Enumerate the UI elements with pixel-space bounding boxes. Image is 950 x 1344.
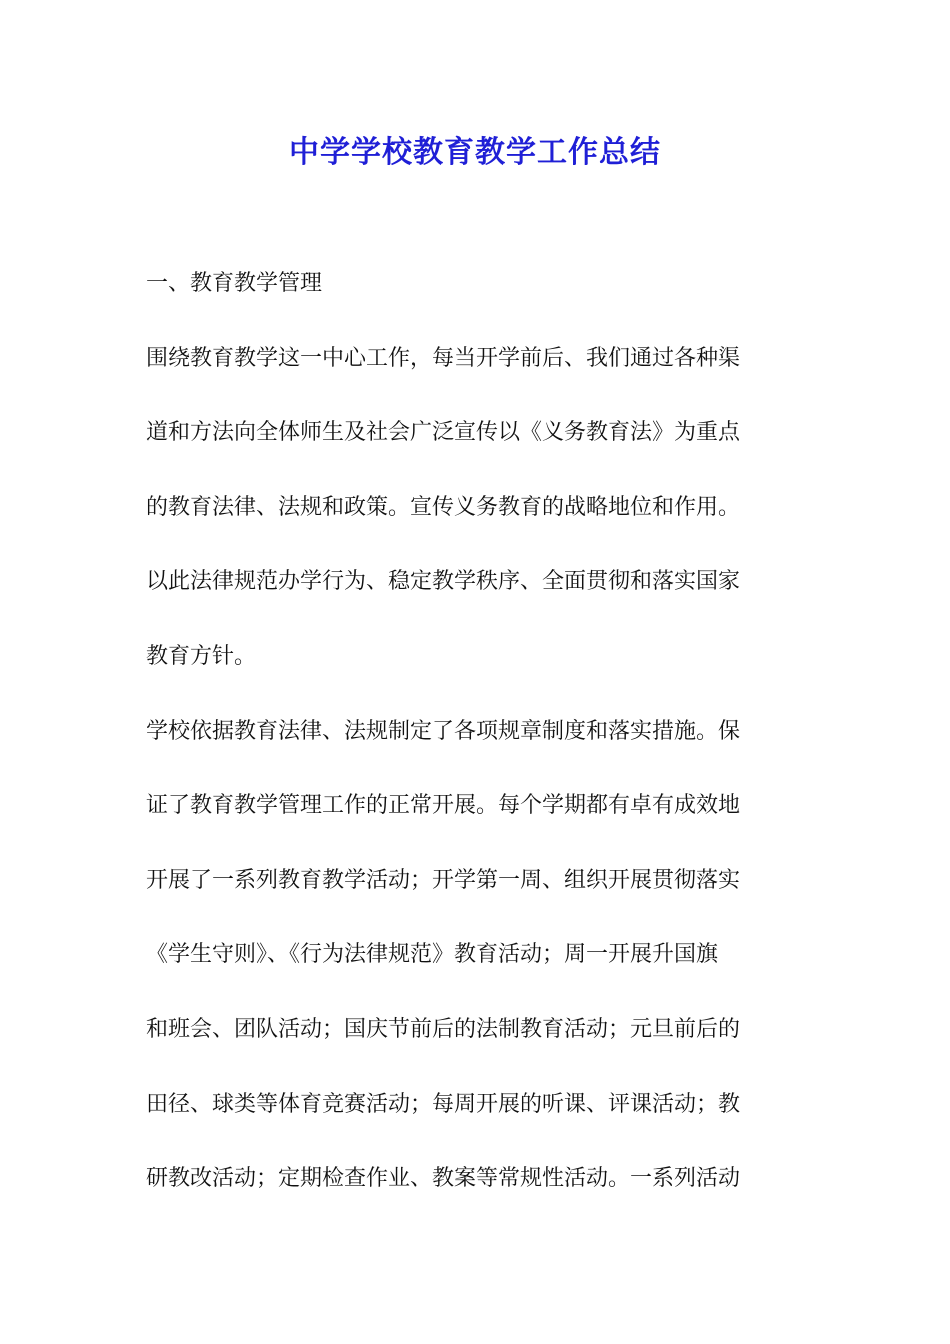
paragraph-line: 围绕教育教学这一中心工作，每当开学前后、我们通过各种渠 (146, 345, 741, 371)
document-body (146, 259, 806, 1229)
paragraph-line: 《学生守则》、《行为法律规范》教育活动；周一开展升国旗 (146, 942, 719, 968)
paragraph-line: 田径、球类等体育竞赛活动；每周开展的听课、评课活动；教 (146, 1091, 741, 1117)
paragraph-line: 研教改活动；定期检查作业、教案等常规性活动。一系列活动 (146, 1166, 741, 1192)
paragraph-line: 教育方针。 (146, 643, 257, 669)
paragraph-line: 道和方法向全体师生及社会广泛宣传以《义务教育法》为重点 (146, 420, 741, 446)
document-title: 中学学校教育教学工作总结 (289, 135, 661, 170)
section-heading: 一、教育教学管理 (146, 271, 323, 296)
paragraph-line: 开展了一系列教育教学活动；开学第一周、组织开展贯彻落实 (146, 867, 741, 893)
paragraph-line: 的教育法律、法规和政策。宣传义务教育的战略地位和作用。 (146, 494, 741, 520)
paragraph-line: 学校依据教育法律、法规制定了各项规章制度和落实措施。保 (146, 718, 741, 744)
paragraph-line: 和班会、团队活动；国庆节前后的法制教育活动；元旦前后的 (146, 1016, 741, 1042)
paragraph-line: 证了教育教学管理工作的正常开展。每个学期都有卓有成效地 (146, 793, 741, 819)
paragraph-line: 以此法律规范办学行为、稳定教学秩序、全面贯彻和落实国家 (146, 569, 741, 595)
